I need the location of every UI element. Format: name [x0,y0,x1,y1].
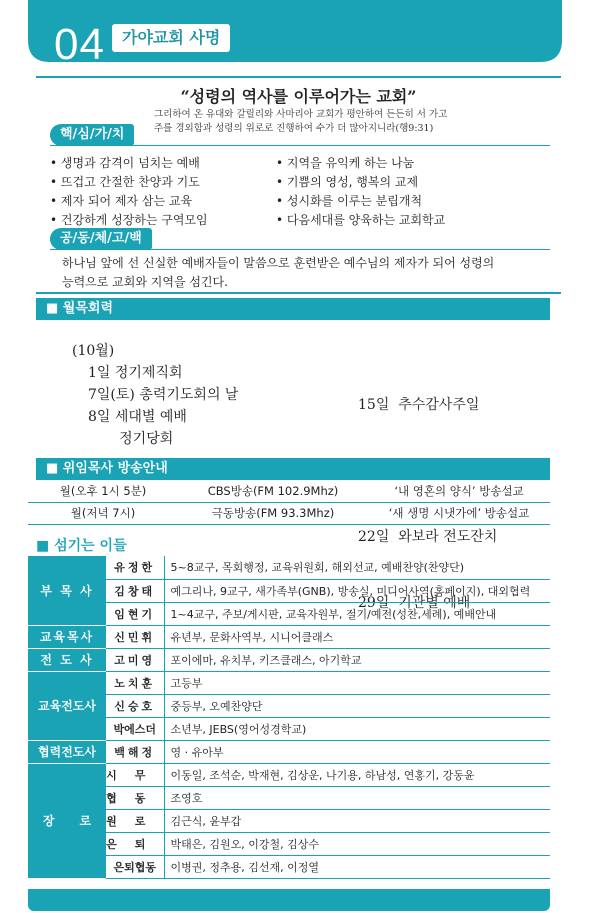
calendar-item: 29일 기관별 예배 [358,595,471,611]
staff-name: 신민휘 [106,625,164,648]
staff-name: 백해정 [106,740,164,763]
declaration-label: 공/동/체/고/백 [50,228,152,250]
staff-duty: 김근식, 윤부갑 [164,809,550,832]
table-row [28,648,550,671]
table-row [28,832,550,855]
staff-duty: 포이에마, 유치부, 키즈클래스, 아기학교 [164,648,550,671]
staff-table [28,556,550,879]
staff-name: 원로 [106,809,164,832]
core-values-left [50,154,280,230]
scripture-verse [154,108,554,136]
community-declaration [62,254,532,292]
staff-role: 교육전도사 [28,671,106,740]
core-values-label: 핵/심/가/치 [50,124,134,146]
table-row [28,717,550,740]
footer-bar [28,889,550,911]
table-row [28,502,550,524]
table-row [28,694,550,717]
calendar-item: 1일 정기제직회 [88,365,183,381]
staff-name: 고미영 [106,648,164,671]
calendar-item: 15일 추수감사주일 [358,397,480,413]
staff-role: 부 목 사 [28,556,106,625]
broadcast-time: 월(오후 1시 5분) [28,480,178,502]
table-row [28,480,550,502]
table-row [28,602,550,625]
table-row [28,556,550,579]
broadcast-program: ‘내 영혼의 양식’ 방송설교 [368,480,550,502]
calendar-item: 22일 와보라 전도잔치 [358,529,498,545]
list-item: • 다음세대를 양육하는 교회학교 [276,211,506,230]
staff-role: 장 로 [28,763,106,878]
staff-duty: 소년부, JEBS(영어성경학교) [164,717,550,740]
staff-duty: 5~8교구, 목회행정, 교육위원회, 해외선교, 예배찬양(찬양단) [164,556,550,579]
table-row [28,786,550,809]
staff-name: 협동 [106,786,164,809]
staff-name: 임현기 [106,602,164,625]
calendar-item: 8일 세대별 예배 [88,409,187,425]
table-row [28,763,550,786]
staff-name: 은퇴협동 [106,855,164,878]
staff-name: 은퇴 [106,832,164,855]
staff-duty: 이동일, 조석순, 박재현, 김상운, 나기용, 하남성, 연홍기, 강동윤 [164,763,550,786]
staff-duty: 고등부 [164,671,550,694]
table-row [28,740,550,763]
staff-name: 신승호 [106,694,164,717]
divider [50,145,550,146]
staff-role: 전 도 사 [28,648,106,671]
list-item: • 기쁨의 영성, 행복의 교제 [276,173,506,192]
motto-title: “성령의 역사를 이루어가는 교회” [180,87,417,106]
calendar-item: 7일(토) 총력기도회의 날 [88,387,239,403]
divider [50,249,550,250]
mission-box [36,76,561,294]
broadcast-program: ‘새 생명 시냇가에’ 방송설교 [368,502,550,524]
staff-name: 시무 [106,763,164,786]
table-row [28,671,550,694]
table-row [28,809,550,832]
staff-duty: 이병권, 정추용, 김선재, 이정열 [164,855,550,878]
staff-name: 김창태 [106,579,164,602]
broadcast-time: 월(저녁 7시) [28,502,178,524]
calendar-month: (10월) [72,343,115,359]
staff-role: 교육목사 [28,625,106,648]
list-item: • 생명과 감격이 넘치는 예배 [50,154,280,173]
broadcast-station: 극동방송(FM 93.3Mhz) [178,502,368,524]
staff-duty: 유년부, 문화사역부, 시니어클래스 [164,625,550,648]
list-item: • 뜨겁고 간절한 찬양과 기도 [50,173,280,192]
section-number: 04 [54,20,105,69]
declaration-line: 능력으로 교회와 지역을 섬긴다. [62,275,228,289]
list-item: • 성시화를 이루는 분립개척 [276,192,506,211]
staff-name: 박에스더 [106,717,164,740]
list-item: • 제자 되어 제자 삼는 교육 [50,192,280,211]
staff-duty: 1~4교구, 주보/게시판, 교육자원부, 절기/예전(성찬,세례), 예배안내 [164,602,550,625]
verse-line: 주를 경외함과 성령의 위로로 진행하여 수가 더 많아지니라(행9:31) [154,123,434,134]
staff-duty: 예그리나, 9교구, 새가족부(GNB), 방송실, 미디어사역(홈페이지), 대외협력 [164,579,550,602]
staff-name: 노치훈 [106,671,164,694]
staff-duty: 영 · 유아부 [164,740,550,763]
core-values-right [276,154,506,230]
table-row [28,579,550,602]
staff-duty: 박태은, 김원오, 이강철, 김상수 [164,832,550,855]
verse-line: 그리하여 온 유대와 갈릴리와 사마리아 교회가 평안하여 든든히 서 가고 [154,109,448,120]
staff-name: 유정한 [106,556,164,579]
declaration-line: 하나님 앞에 선 신실한 예배자들이 말씀으로 훈련받은 예수님의 제자가 되어 성령의 [62,256,495,270]
monthly-calendar-header: ■ 월목회력 [36,298,550,320]
staff-duty: 중등부, 오예찬양단 [164,694,550,717]
calendar-left [72,340,238,450]
calendar-item: 정기당회 [88,431,174,447]
table-row [28,625,550,648]
staff-duty: 조영호 [164,786,550,809]
list-item: • 건강하게 성장하는 구역모임 [50,211,280,230]
staff-role: 협력전도사 [28,740,106,763]
broadcast-station: CBS방송(FM 102.9Mhz) [178,480,368,502]
table-row [28,855,550,878]
staff-header: ■ 섬기는 이들 [36,538,127,554]
broadcast-header: ■ 위임목사 방송안내 [36,458,550,480]
section-title: 가야교회 사명 [112,24,230,52]
list-item: • 지역을 유익케 하는 나눔 [276,154,506,173]
page-header [0,0,600,75]
broadcast-table [28,480,550,525]
